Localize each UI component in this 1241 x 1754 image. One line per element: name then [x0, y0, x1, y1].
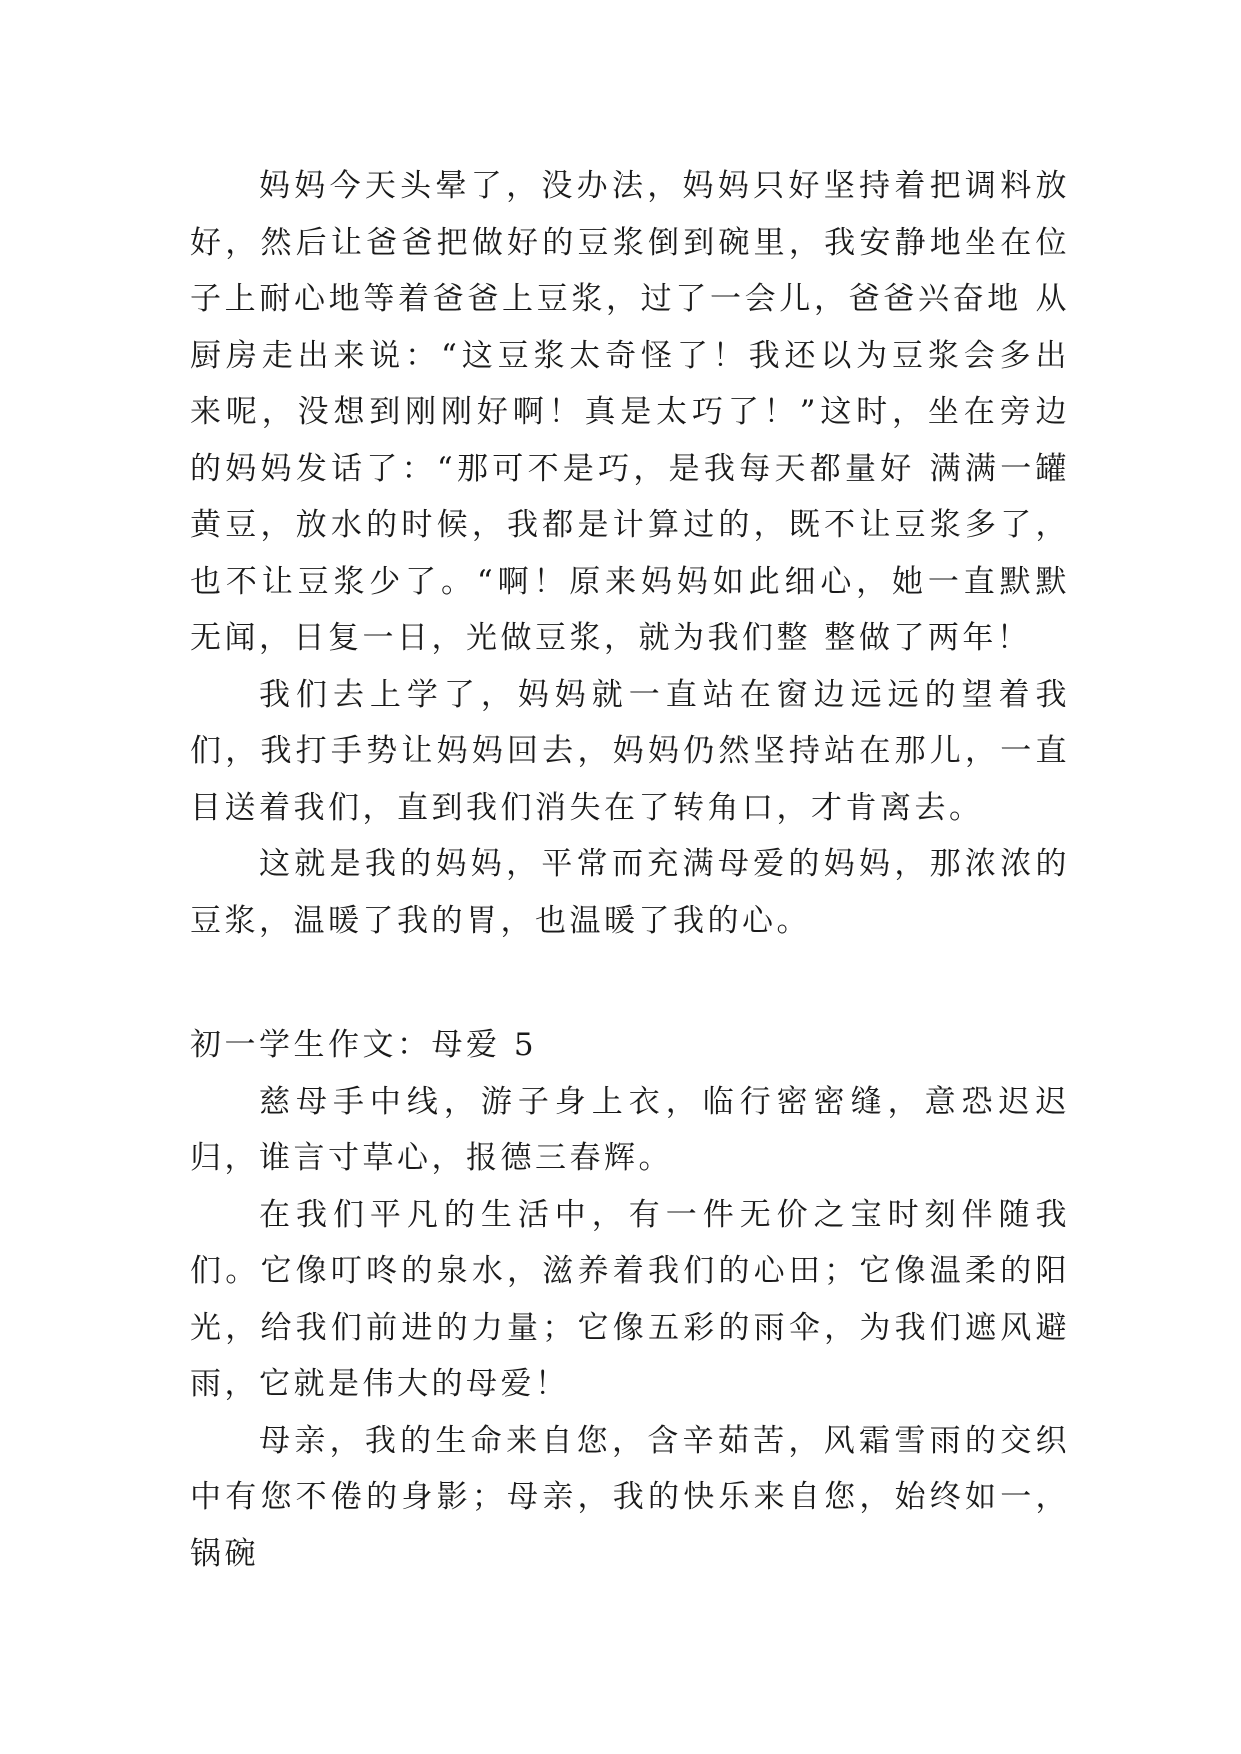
document-body [190, 158, 1070, 1582]
paragraph-poem: 慈母手中线，游子身上衣，临行密密缝，意恐迟迟归，谁言寸草心，报德三春辉。 [190, 1083, 1070, 1176]
section-spacer [190, 949, 1070, 1017]
paragraph-going-to-school: 我们去上学了，妈妈就一直站在窗边远远的望着我们，我打手势让妈妈回去，妈妈仍然坚持站在那儿，一直目送着我们，直到我们消失在了转角口，才肯离去。 [190, 676, 1070, 826]
paragraph-conclusion: 这就是我的妈妈，平常而充满母爱的妈妈，那浓浓的豆浆，温暖了我的胃，也温暖了我的心。 [190, 846, 1070, 939]
paragraph-treasure: 在我们平凡的生活中，有一件无价之宝时刻伴随我们。它像叮咚的泉水，滋养着我们的心田；它像温柔的阳光，给我们前进的力量；它像五彩的雨伞，为我们遮风避雨，它就是伟大的母爱！ [190, 1196, 1070, 1402]
paragraph-mother: 母亲，我的生命来自您，含辛茹苦，风霜雪雨的交织中有您不倦的身影；母亲，我的快乐来自您，始终如一，锅碗 [190, 1422, 1070, 1572]
essay-heading: 初一学生作文：母爱 5 [190, 1027, 538, 1063]
paragraph-soy-milk-story: 妈妈今天头晕了，没办法，妈妈只好坚持着把调料放好，然后让爸爸把做好的豆浆倒到碗里，我安静地坐在位子上耐心地等着爸爸上豆浆，过了一会儿，爸爸兴奋地 从厨房走出来说：“这豆浆太奇怪了！我还以为豆浆会多出来呢，没想到刚刚好啊！真是太巧了！”这时，坐在旁边的妈妈发话了：“那可不是巧，是我每天都量好 满满一罐黄豆，放水的时候，我都是计算过的，既不让豆浆多了，也不让豆浆少了。“啊！原来妈妈如此细心，她一直默默无闻，日复一日，光做豆浆，就为我们整 整做了两年！ [190, 168, 1070, 656]
